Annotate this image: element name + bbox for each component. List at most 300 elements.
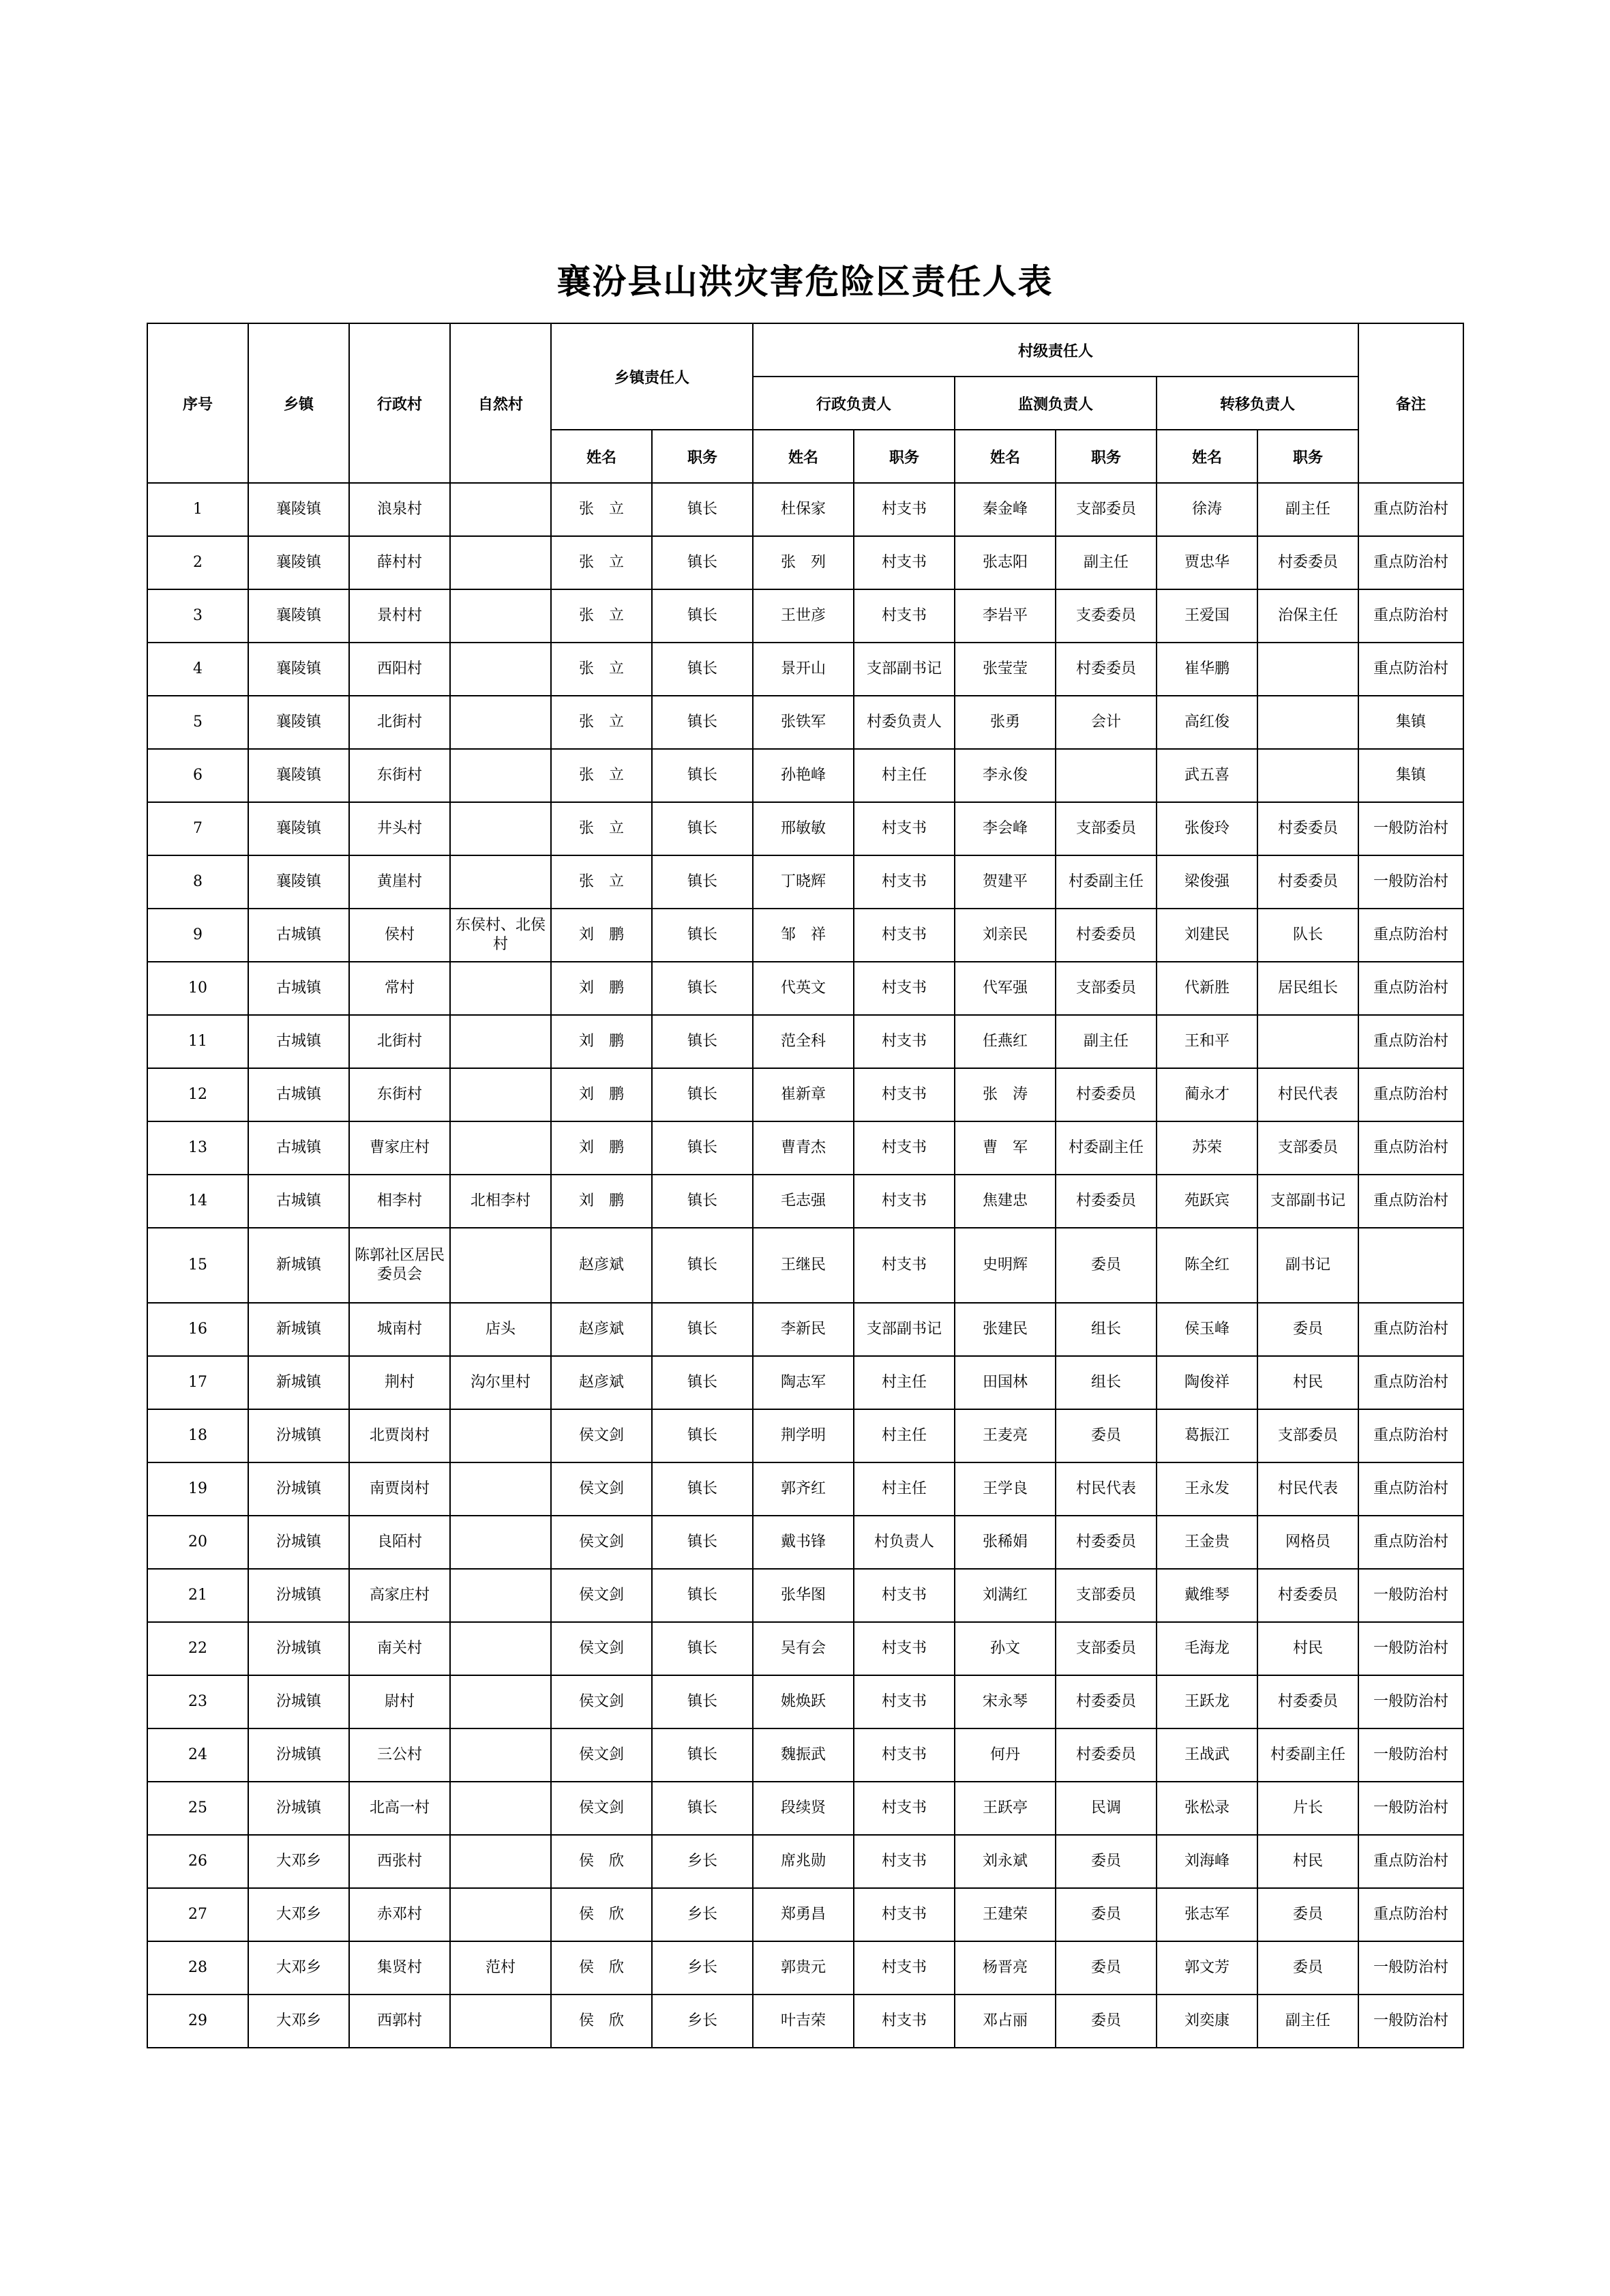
cell-monitor-lead-name: 宋永琴: [955, 1675, 1056, 1728]
cell-town-resp-name: 张 立: [551, 483, 652, 536]
cell-town-resp-post: 镇长: [652, 1068, 753, 1121]
cell-town-resp-post: 镇长: [652, 1675, 753, 1728]
cell-transfer-lead-name: 郭文芳: [1157, 1941, 1257, 1995]
cell-town-resp-name: 侯 欣: [551, 1888, 652, 1941]
cell-remark: 一般防治村: [1358, 1622, 1463, 1675]
cell-seq: 28: [147, 1941, 248, 1995]
cell-admin-village: 北贾岗村: [349, 1409, 450, 1462]
cell-admin-village: 东街村: [349, 1068, 450, 1121]
cell-admin-lead-post: 村支书: [854, 1015, 955, 1068]
cell-admin-village: 西阳村: [349, 643, 450, 696]
cell-town-resp-name: 侯 欣: [551, 1995, 652, 2048]
cell-seq: 8: [147, 855, 248, 909]
cell-transfer-lead-name: 刘奕康: [1157, 1995, 1257, 2048]
cell-admin-lead-name: 张华图: [753, 1569, 854, 1622]
cell-admin-lead-name: 邢敏敏: [753, 802, 854, 855]
cell-remark: 重点防治村: [1358, 1835, 1463, 1888]
cell-transfer-lead-name: 张松录: [1157, 1782, 1257, 1835]
cell-natural-village: [450, 1675, 551, 1728]
cell-remark: 一般防治村: [1358, 1941, 1463, 1995]
cell-town-resp-post: 镇长: [652, 1228, 753, 1303]
cell-monitor-lead-post: 村委委员: [1056, 1175, 1157, 1228]
cell-monitor-lead-name: 史明辉: [955, 1228, 1056, 1303]
cell-remark: 重点防治村: [1358, 1175, 1463, 1228]
header-town: 乡镇: [248, 323, 349, 483]
cell-town: 襄陵镇: [248, 589, 349, 643]
cell-transfer-lead-post: 村民: [1257, 1356, 1358, 1409]
cell-remark: 一般防治村: [1358, 1782, 1463, 1835]
cell-monitor-lead-post: 村委副主任: [1056, 855, 1157, 909]
header-seq: 序号: [147, 323, 248, 483]
cell-town-resp-name: 侯文剑: [551, 1728, 652, 1782]
cell-admin-lead-post: 村支书: [854, 1175, 955, 1228]
cell-town-resp-name: 赵彦斌: [551, 1228, 652, 1303]
cell-town-resp-name: 张 立: [551, 696, 652, 749]
cell-transfer-lead-post: 村委委员: [1257, 536, 1358, 589]
cell-monitor-lead-post: 村民代表: [1056, 1462, 1157, 1516]
cell-admin-village: 相李村: [349, 1175, 450, 1228]
cell-natural-village: [450, 1569, 551, 1622]
cell-transfer-lead-name: 贾忠华: [1157, 536, 1257, 589]
cell-transfer-lead-name: 王金贵: [1157, 1516, 1257, 1569]
cell-remark: 一般防治村: [1358, 802, 1463, 855]
cell-admin-village: 浪泉村: [349, 483, 450, 536]
cell-admin-lead-name: 毛志强: [753, 1175, 854, 1228]
cell-monitor-lead-post: 支部委员: [1056, 1569, 1157, 1622]
cell-transfer-lead-post: 村民代表: [1257, 1068, 1358, 1121]
cell-town-resp-post: 镇长: [652, 1569, 753, 1622]
cell-natural-village: [450, 1782, 551, 1835]
cell-monitor-lead-name: 李会峰: [955, 802, 1056, 855]
table-row: [147, 1121, 1463, 1175]
cell-town-resp-post: 乡长: [652, 1888, 753, 1941]
cell-seq: 11: [147, 1015, 248, 1068]
cell-admin-village: 陈郭社区居民委员会: [349, 1228, 450, 1303]
table-row: [147, 589, 1463, 643]
cell-transfer-lead-name: 徐涛: [1157, 483, 1257, 536]
cell-town: 古城镇: [248, 1175, 349, 1228]
cell-admin-village: 集贤村: [349, 1941, 450, 1995]
table-row: [147, 643, 1463, 696]
table-row: [147, 802, 1463, 855]
cell-transfer-lead-post: 副主任: [1257, 1995, 1358, 2048]
cell-town-resp-name: 赵彦斌: [551, 1356, 652, 1409]
cell-admin-lead-name: 席兆勋: [753, 1835, 854, 1888]
table-row: [147, 536, 1463, 589]
cell-transfer-lead-post: 村委副主任: [1257, 1728, 1358, 1782]
cell-town-resp-name: 刘 鹏: [551, 1015, 652, 1068]
cell-admin-lead-post: 村支书: [854, 1888, 955, 1941]
cell-admin-lead-post: 村支书: [854, 1835, 955, 1888]
cell-admin-lead-name: 曹青杰: [753, 1121, 854, 1175]
cell-admin-lead-name: 吴有会: [753, 1622, 854, 1675]
cell-monitor-lead-post: 支委委员: [1056, 589, 1157, 643]
cell-monitor-lead-post: 支部委员: [1056, 962, 1157, 1015]
cell-monitor-lead-name: 焦建忠: [955, 1175, 1056, 1228]
cell-admin-village: 三公村: [349, 1728, 450, 1782]
cell-transfer-lead-post: 居民组长: [1257, 962, 1358, 1015]
cell-admin-lead-post: 村支书: [854, 483, 955, 536]
cell-transfer-lead-name: 王跃龙: [1157, 1675, 1257, 1728]
cell-town: 汾城镇: [248, 1569, 349, 1622]
table-row: [147, 1888, 1463, 1941]
header-monitor-lead: 监测负责人: [955, 377, 1157, 430]
cell-admin-lead-name: 张 列: [753, 536, 854, 589]
cell-natural-village: [450, 1835, 551, 1888]
cell-transfer-lead-name: 苑跃宾: [1157, 1175, 1257, 1228]
cell-monitor-lead-name: 贺建平: [955, 855, 1056, 909]
cell-natural-village: [450, 536, 551, 589]
cell-natural-village: 沟尔里村: [450, 1356, 551, 1409]
cell-admin-lead-name: 王世彦: [753, 589, 854, 643]
table-row: [147, 749, 1463, 802]
cell-natural-village: 范村: [450, 1941, 551, 1995]
cell-town-resp-name: 张 立: [551, 855, 652, 909]
cell-seq: 9: [147, 909, 248, 962]
cell-town-resp-post: 乡长: [652, 1941, 753, 1995]
cell-town-resp-post: 镇长: [652, 1121, 753, 1175]
cell-admin-village: 尉村: [349, 1675, 450, 1728]
cell-town: 襄陵镇: [248, 483, 349, 536]
cell-admin-lead-name: 陶志军: [753, 1356, 854, 1409]
cell-town-resp-name: 刘 鹏: [551, 909, 652, 962]
cell-admin-lead-name: 杜保家: [753, 483, 854, 536]
cell-admin-village: 西郭村: [349, 1995, 450, 2048]
cell-natural-village: [450, 1121, 551, 1175]
cell-natural-village: [450, 1888, 551, 1941]
cell-admin-lead-name: 段续贤: [753, 1782, 854, 1835]
cell-natural-village: [450, 483, 551, 536]
cell-natural-village: [450, 855, 551, 909]
cell-town-resp-name: 侯文剑: [551, 1516, 652, 1569]
cell-monitor-lead-post: 村委副主任: [1056, 1121, 1157, 1175]
cell-admin-lead-name: 丁晓辉: [753, 855, 854, 909]
cell-remark: 重点防治村: [1358, 1356, 1463, 1409]
header-town-resp: 乡镇责任人: [551, 323, 753, 430]
responsibility-table: [147, 323, 1464, 2048]
cell-natural-village: [450, 1516, 551, 1569]
cell-monitor-lead-post: 支部委员: [1056, 483, 1157, 536]
table-row: [147, 1228, 1463, 1303]
cell-monitor-lead-post: 村委委员: [1056, 1516, 1157, 1569]
cell-natural-village: [450, 749, 551, 802]
cell-natural-village: [450, 696, 551, 749]
cell-transfer-lead-post: 片长: [1257, 1782, 1358, 1835]
cell-transfer-lead-post: [1257, 696, 1358, 749]
table-row: [147, 1356, 1463, 1409]
cell-transfer-lead-post: 支部委员: [1257, 1409, 1358, 1462]
cell-seq: 2: [147, 536, 248, 589]
cell-admin-village: 南关村: [349, 1622, 450, 1675]
header-name: 姓名: [955, 430, 1056, 483]
cell-transfer-lead-name: 代新胜: [1157, 962, 1257, 1015]
cell-seq: 23: [147, 1675, 248, 1728]
cell-town-resp-name: 张 立: [551, 749, 652, 802]
cell-admin-village: 北街村: [349, 1015, 450, 1068]
cell-natural-village: [450, 1462, 551, 1516]
cell-seq: 1: [147, 483, 248, 536]
cell-monitor-lead-name: 何丹: [955, 1728, 1056, 1782]
cell-natural-village: 店头: [450, 1303, 551, 1356]
cell-town: 汾城镇: [248, 1462, 349, 1516]
cell-seq: 14: [147, 1175, 248, 1228]
cell-transfer-lead-name: 张志军: [1157, 1888, 1257, 1941]
table-row: [147, 855, 1463, 909]
cell-natural-village: [450, 1728, 551, 1782]
cell-seq: 18: [147, 1409, 248, 1462]
cell-admin-village: 东街村: [349, 749, 450, 802]
cell-admin-lead-post: 村支书: [854, 1995, 955, 2048]
cell-remark: 一般防治村: [1358, 855, 1463, 909]
cell-town-resp-name: 张 立: [551, 802, 652, 855]
table-row: [147, 1569, 1463, 1622]
cell-seq: 3: [147, 589, 248, 643]
cell-monitor-lead-name: 邓占丽: [955, 1995, 1056, 2048]
cell-transfer-lead-post: 队长: [1257, 909, 1358, 962]
table-row: [147, 1516, 1463, 1569]
table-row: [147, 1622, 1463, 1675]
cell-town-resp-post: 镇长: [652, 962, 753, 1015]
cell-monitor-lead-name: 王学良: [955, 1462, 1056, 1516]
cell-seq: 19: [147, 1462, 248, 1516]
cell-admin-village: 城南村: [349, 1303, 450, 1356]
cell-remark: 重点防治村: [1358, 1121, 1463, 1175]
cell-town-resp-name: 侯文剑: [551, 1782, 652, 1835]
cell-town-resp-name: 刘 鹏: [551, 962, 652, 1015]
cell-town-resp-name: 张 立: [551, 643, 652, 696]
cell-monitor-lead-name: 曹 军: [955, 1121, 1056, 1175]
cell-admin-lead-post: 村主任: [854, 1356, 955, 1409]
cell-town: 大邓乡: [248, 1835, 349, 1888]
cell-monitor-lead-post: 村委委员: [1056, 1068, 1157, 1121]
cell-transfer-lead-name: 蔺永才: [1157, 1068, 1257, 1121]
cell-town: 新城镇: [248, 1303, 349, 1356]
cell-monitor-lead-post: 会计: [1056, 696, 1157, 749]
header-post: 职务: [1257, 430, 1358, 483]
table-row: [147, 1409, 1463, 1462]
cell-transfer-lead-post: 村委委员: [1257, 802, 1358, 855]
cell-seq: 29: [147, 1995, 248, 2048]
cell-admin-lead-name: 郭贵元: [753, 1941, 854, 1995]
cell-remark: 一般防治村: [1358, 1569, 1463, 1622]
cell-admin-village: 曹家庄村: [349, 1121, 450, 1175]
cell-town: 新城镇: [248, 1228, 349, 1303]
cell-admin-lead-post: 村负责人: [854, 1516, 955, 1569]
cell-town: 古城镇: [248, 909, 349, 962]
cell-town: 襄陵镇: [248, 643, 349, 696]
cell-remark: 重点防治村: [1358, 643, 1463, 696]
cell-admin-lead-post: 村支书: [854, 1941, 955, 1995]
cell-seq: 21: [147, 1569, 248, 1622]
cell-admin-lead-name: 魏振武: [753, 1728, 854, 1782]
cell-monitor-lead-post: 委员: [1056, 1409, 1157, 1462]
cell-admin-lead-post: 村支书: [854, 1228, 955, 1303]
cell-admin-village: 北街村: [349, 696, 450, 749]
cell-town-resp-name: 张 立: [551, 536, 652, 589]
cell-monitor-lead-name: 秦金峰: [955, 483, 1056, 536]
cell-admin-village: 黄崖村: [349, 855, 450, 909]
header-name: 姓名: [1157, 430, 1257, 483]
cell-admin-lead-post: 村支书: [854, 1622, 955, 1675]
cell-seq: 7: [147, 802, 248, 855]
cell-monitor-lead-name: 王建荣: [955, 1888, 1056, 1941]
cell-transfer-lead-name: 张俊玲: [1157, 802, 1257, 855]
cell-transfer-lead-post: 网格员: [1257, 1516, 1358, 1569]
table-body: [147, 483, 1463, 2048]
cell-admin-lead-post: 村支书: [854, 909, 955, 962]
cell-town-resp-post: 镇长: [652, 1728, 753, 1782]
cell-remark: 重点防治村: [1358, 1303, 1463, 1356]
cell-seq: 26: [147, 1835, 248, 1888]
cell-monitor-lead-post: 村委委员: [1056, 1728, 1157, 1782]
table-row: [147, 962, 1463, 1015]
cell-seq: 6: [147, 749, 248, 802]
cell-monitor-lead-post: 组长: [1056, 1356, 1157, 1409]
cell-monitor-lead-post: 副主任: [1056, 1015, 1157, 1068]
table-row: [147, 1303, 1463, 1356]
cell-transfer-lead-name: 戴维琴: [1157, 1569, 1257, 1622]
cell-town-resp-name: 刘 鹏: [551, 1175, 652, 1228]
cell-admin-lead-name: 张铁军: [753, 696, 854, 749]
cell-seq: 20: [147, 1516, 248, 1569]
header-name: 姓名: [753, 430, 854, 483]
cell-monitor-lead-name: 孙文: [955, 1622, 1056, 1675]
cell-town-resp-post: 镇长: [652, 1303, 753, 1356]
header-post: 职务: [652, 430, 753, 483]
table-row: [147, 1941, 1463, 1995]
cell-natural-village: [450, 1228, 551, 1303]
cell-admin-lead-post: 村支书: [854, 1675, 955, 1728]
cell-monitor-lead-name: 任燕红: [955, 1015, 1056, 1068]
cell-seq: 10: [147, 962, 248, 1015]
cell-admin-lead-name: 姚焕跃: [753, 1675, 854, 1728]
cell-admin-lead-name: 郑勇昌: [753, 1888, 854, 1941]
cell-transfer-lead-post: 支部委员: [1257, 1121, 1358, 1175]
cell-transfer-lead-name: 王爱国: [1157, 589, 1257, 643]
cell-seq: 15: [147, 1228, 248, 1303]
header-natural-village: 自然村: [450, 323, 551, 483]
cell-natural-village: [450, 1995, 551, 2048]
cell-admin-village: 南贾岗村: [349, 1462, 450, 1516]
cell-remark: 集镇: [1358, 749, 1463, 802]
cell-monitor-lead-post: 委员: [1056, 1228, 1157, 1303]
cell-monitor-lead-post: 委员: [1056, 1835, 1157, 1888]
cell-admin-lead-post: 村支书: [854, 536, 955, 589]
cell-town: 襄陵镇: [248, 855, 349, 909]
cell-remark: [1358, 1228, 1463, 1303]
cell-remark: 重点防治村: [1358, 536, 1463, 589]
cell-transfer-lead-post: 村民: [1257, 1835, 1358, 1888]
cell-town: 襄陵镇: [248, 802, 349, 855]
cell-monitor-lead-post: 村委委员: [1056, 1675, 1157, 1728]
cell-monitor-lead-post: 支部委员: [1056, 1622, 1157, 1675]
cell-town-resp-name: 侯文剑: [551, 1622, 652, 1675]
cell-remark: 集镇: [1358, 696, 1463, 749]
cell-admin-lead-name: 崔新章: [753, 1068, 854, 1121]
cell-admin-lead-name: 戴书锋: [753, 1516, 854, 1569]
cell-town: 古城镇: [248, 1121, 349, 1175]
cell-transfer-lead-name: 刘海峰: [1157, 1835, 1257, 1888]
cell-monitor-lead-name: 刘永斌: [955, 1835, 1056, 1888]
cell-town-resp-name: 侯文剑: [551, 1462, 652, 1516]
cell-natural-village: [450, 589, 551, 643]
cell-monitor-lead-name: 代军强: [955, 962, 1056, 1015]
cell-remark: 重点防治村: [1358, 909, 1463, 962]
cell-admin-village: 西张村: [349, 1835, 450, 1888]
cell-admin-village: 井头村: [349, 802, 450, 855]
header-name: 姓名: [551, 430, 652, 483]
cell-natural-village: [450, 802, 551, 855]
cell-monitor-lead-name: 张建民: [955, 1303, 1056, 1356]
cell-monitor-lead-name: 张稀娟: [955, 1516, 1056, 1569]
cell-town-resp-post: 镇长: [652, 643, 753, 696]
cell-town-resp-name: 张 立: [551, 589, 652, 643]
cell-town: 古城镇: [248, 1068, 349, 1121]
cell-admin-lead-post: 村支书: [854, 1728, 955, 1782]
cell-town: 襄陵镇: [248, 696, 349, 749]
cell-transfer-lead-name: 王和平: [1157, 1015, 1257, 1068]
cell-admin-village: 高家庄村: [349, 1569, 450, 1622]
cell-town-resp-post: 镇长: [652, 855, 753, 909]
page-title: 襄汾县山洪灾害危险区责任人表: [556, 262, 1054, 301]
table-row: [147, 1995, 1463, 2048]
cell-town-resp-post: 镇长: [652, 1175, 753, 1228]
cell-transfer-lead-post: 委员: [1257, 1941, 1358, 1995]
cell-transfer-lead-post: [1257, 749, 1358, 802]
cell-admin-lead-name: 荆学明: [753, 1409, 854, 1462]
cell-transfer-lead-name: 陶俊祥: [1157, 1356, 1257, 1409]
cell-town: 汾城镇: [248, 1782, 349, 1835]
cell-transfer-lead-name: 侯玉峰: [1157, 1303, 1257, 1356]
cell-transfer-lead-post: 村委委员: [1257, 1569, 1358, 1622]
cell-natural-village: [450, 962, 551, 1015]
cell-town-resp-post: 镇长: [652, 1782, 753, 1835]
cell-town: 汾城镇: [248, 1516, 349, 1569]
cell-transfer-lead-name: 武五喜: [1157, 749, 1257, 802]
table-row: [147, 1015, 1463, 1068]
cell-monitor-lead-post: [1056, 749, 1157, 802]
cell-seq: 13: [147, 1121, 248, 1175]
header-post: 职务: [854, 430, 955, 483]
header-village-resp: 村级责任人: [753, 323, 1358, 377]
cell-monitor-lead-post: 委员: [1056, 1995, 1157, 2048]
cell-town: 大邓乡: [248, 1941, 349, 1995]
cell-town-resp-post: 镇长: [652, 1015, 753, 1068]
cell-town: 古城镇: [248, 1015, 349, 1068]
cell-admin-lead-post: 支部副书记: [854, 1303, 955, 1356]
cell-town-resp-post: 镇长: [652, 909, 753, 962]
cell-town-resp-name: 刘 鹏: [551, 1068, 652, 1121]
cell-admin-lead-post: 村主任: [854, 749, 955, 802]
cell-natural-village: [450, 1622, 551, 1675]
cell-transfer-lead-name: 刘建民: [1157, 909, 1257, 962]
cell-admin-lead-post: 村主任: [854, 1409, 955, 1462]
cell-seq: 24: [147, 1728, 248, 1782]
cell-monitor-lead-post: 副主任: [1056, 536, 1157, 589]
cell-admin-village: 荆村: [349, 1356, 450, 1409]
cell-transfer-lead-post: [1257, 1015, 1358, 1068]
cell-monitor-lead-post: 村委委员: [1056, 643, 1157, 696]
cell-admin-lead-name: 范全科: [753, 1015, 854, 1068]
cell-town-resp-name: 侯文剑: [551, 1675, 652, 1728]
cell-seq: 5: [147, 696, 248, 749]
table-row: [147, 1675, 1463, 1728]
cell-town: 大邓乡: [248, 1995, 349, 2048]
cell-remark: 重点防治村: [1358, 1462, 1463, 1516]
cell-monitor-lead-post: 村委委员: [1056, 909, 1157, 962]
cell-admin-lead-post: 村委负责人: [854, 696, 955, 749]
cell-admin-lead-post: 村支书: [854, 962, 955, 1015]
